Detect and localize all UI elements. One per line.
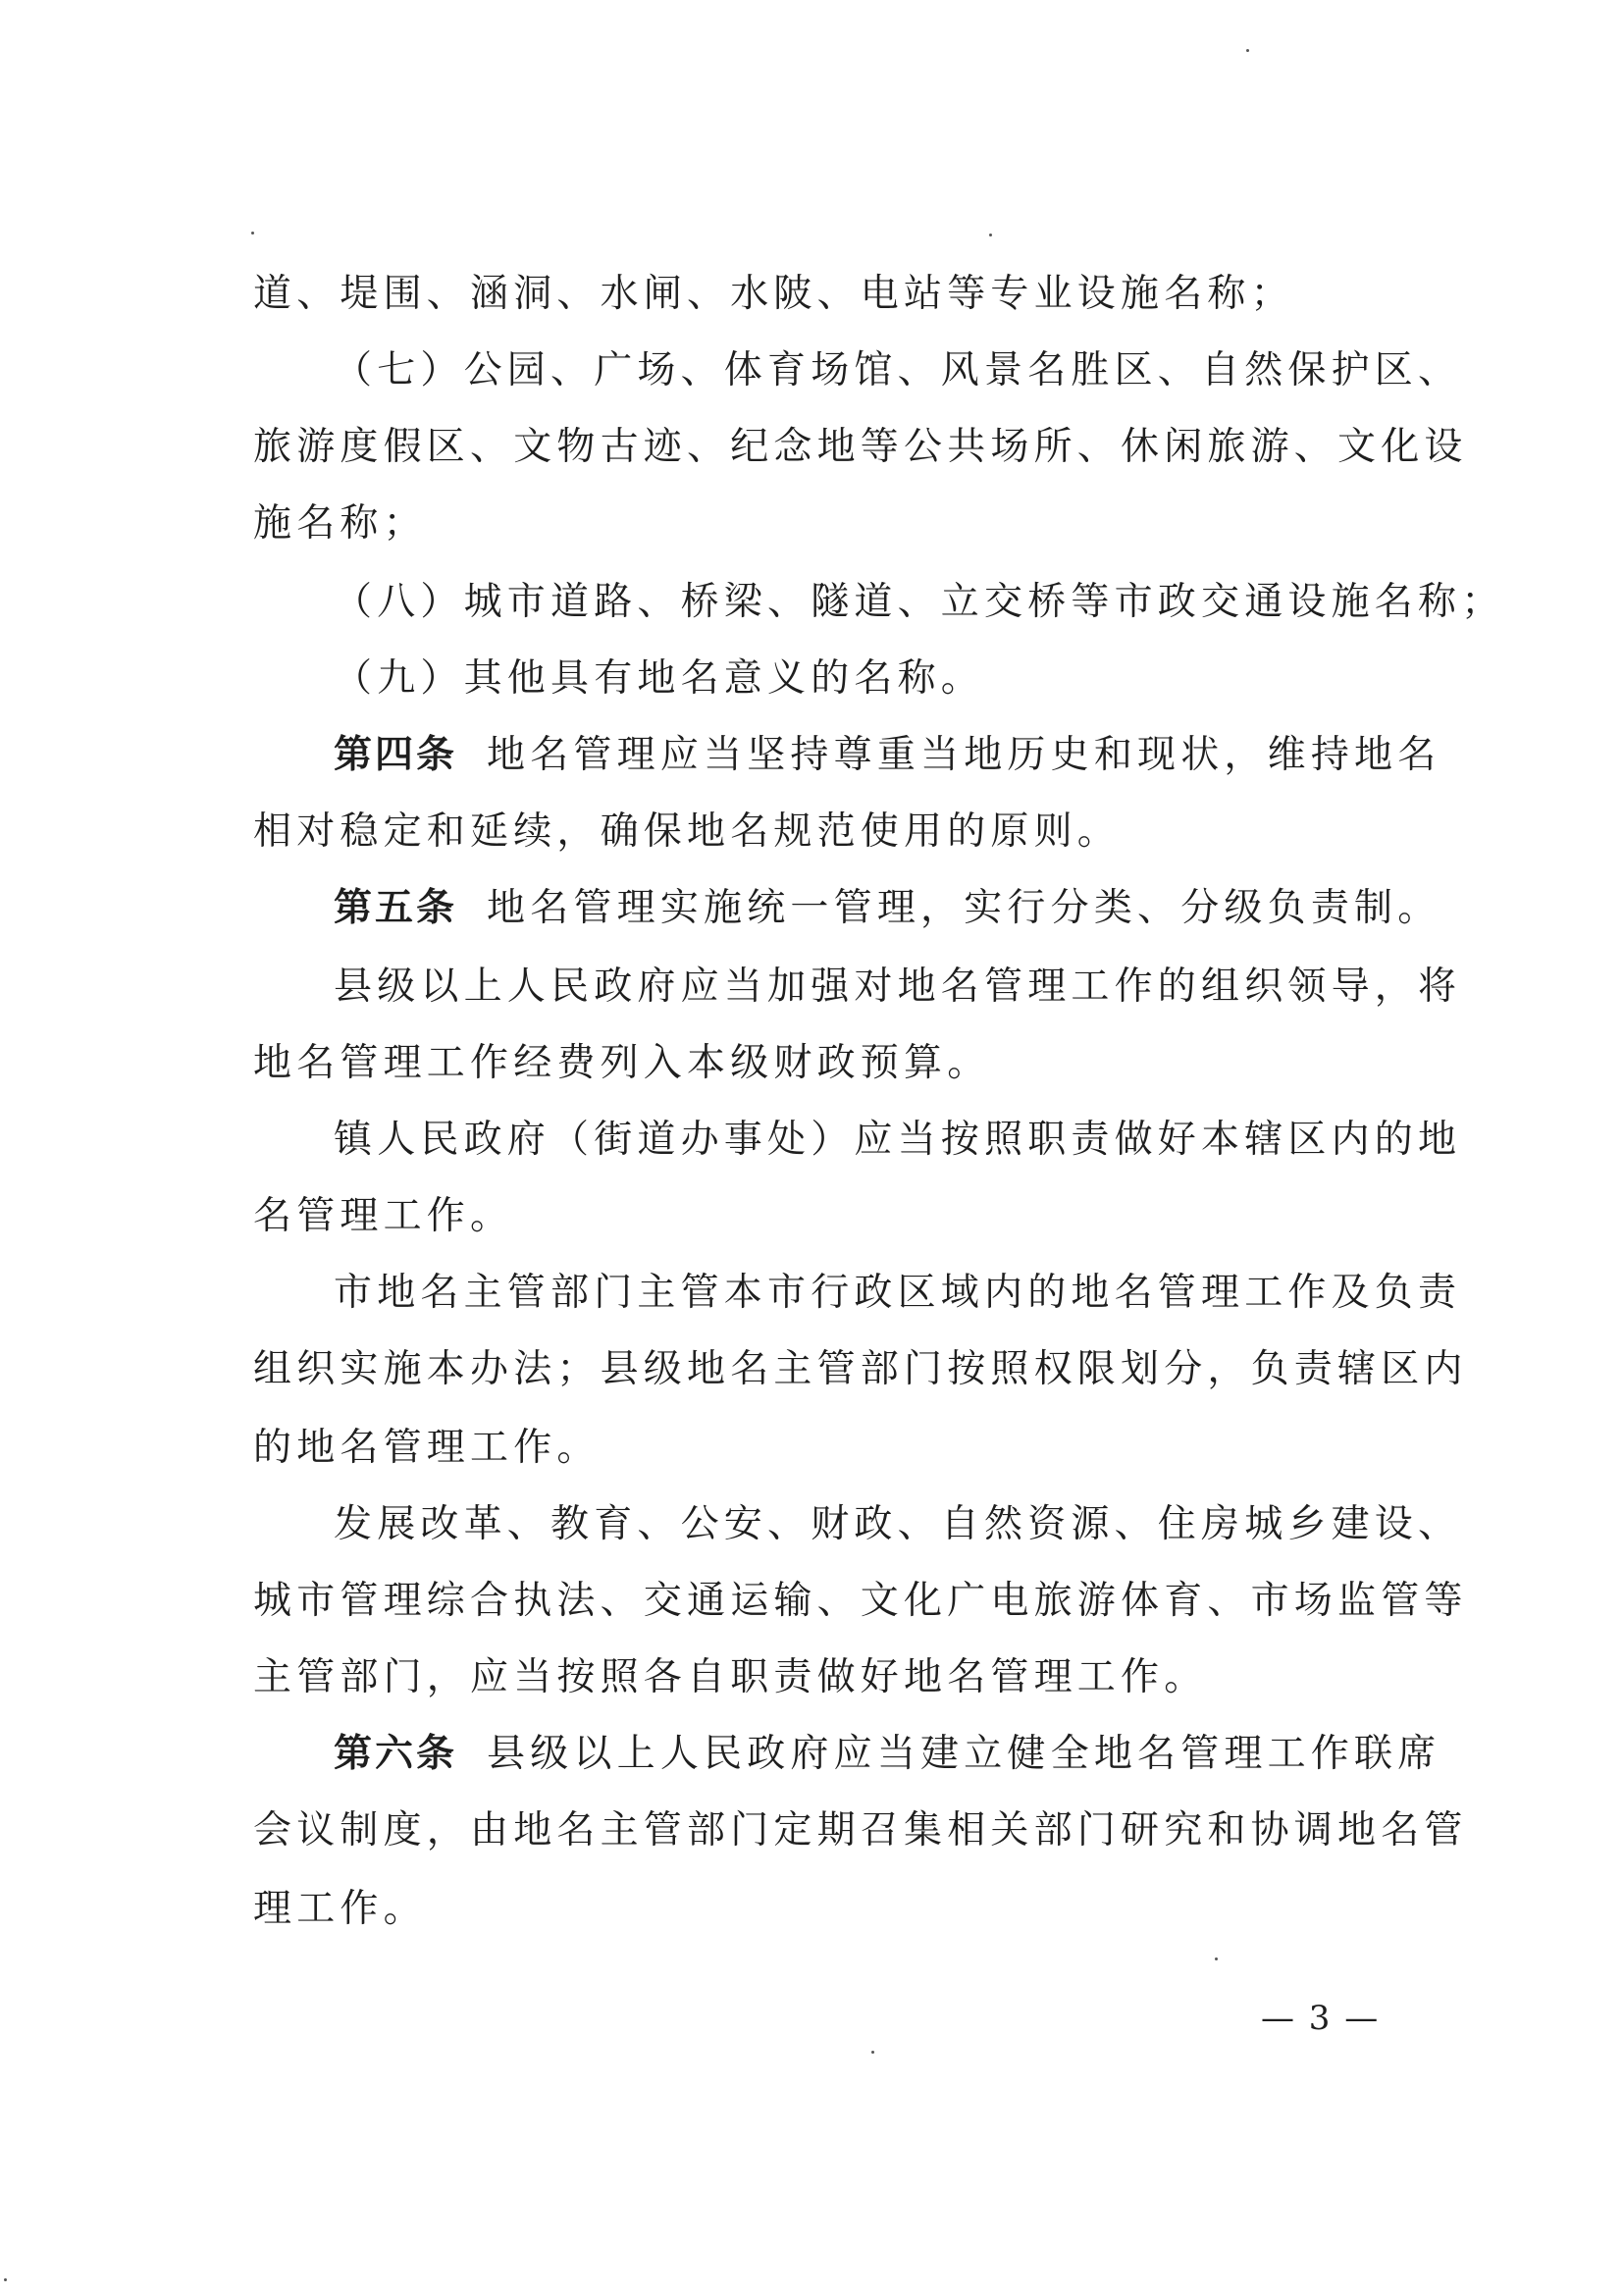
text-line: 地名管理工作经费列入本级财政预算。 xyxy=(253,1041,991,1085)
text-line: 发展改革、教育、公安、财政、自然资源、住房城乡建设、 xyxy=(334,1502,1462,1546)
article-6-paragraph xyxy=(334,1729,1440,1780)
scan-speck xyxy=(251,232,254,235)
text-line: 施名称； xyxy=(253,501,427,546)
article-4-paragraph xyxy=(334,730,1440,781)
article-6-title: 第六条 xyxy=(334,1732,458,1776)
article-6-text: 县级以上人民政府应当建立健全地名管理工作联席 xyxy=(487,1732,1441,1776)
text-line: 城市管理综合执法、交通运输、文化广电旅游体育、市场监管等 xyxy=(253,1579,1468,1623)
text-line: 市地名主管部门主管本市行政区域内的地名管理工作及负责 xyxy=(334,1271,1462,1315)
list-item-7: （七）公园、广场、体育场馆、风景名胜区、自然保护区、 xyxy=(334,348,1462,392)
scan-speck xyxy=(1215,1957,1218,1960)
article-5-text: 地名管理实施统一管理，实行分类、分级负责制。 xyxy=(487,886,1441,930)
article-4-text: 地名管理应当坚持尊重当地历史和现状，维持地名 xyxy=(487,733,1441,777)
text-line: 相对稳定和延续，确保地名规范使用的原则。 xyxy=(253,809,1122,854)
page-number: — 3 — xyxy=(1261,1999,1381,2038)
article-5-paragraph xyxy=(334,883,1440,934)
text-line: 名管理工作。 xyxy=(253,1194,514,1238)
scan-speck xyxy=(989,234,992,236)
text-line: 旅游度假区、文物古迹、纪念地等公共场所、休闲旅游、文化设 xyxy=(253,425,1468,469)
text-line: 会议制度，由地名主管部门定期召集相关部门研究和协调地名管 xyxy=(253,1808,1468,1852)
text-line: 组织实施本办法；县级地名主管部门按照权限划分，负责辖区内 xyxy=(253,1347,1468,1391)
scan-speck xyxy=(871,2051,874,2054)
article-4-title: 第四条 xyxy=(334,733,458,777)
text-line: 镇人民政府（街道办事处）应当按照职责做好本辖区内的地 xyxy=(334,1118,1462,1162)
list-item-9: （九）其他具有地名意义的名称。 xyxy=(334,656,985,701)
article-5-title: 第五条 xyxy=(334,886,458,930)
list-item-8: （八）城市道路、桥梁、隧道、立交桥等市政交通设施名称； xyxy=(334,580,1505,624)
text-line: 理工作。 xyxy=(253,1887,427,1931)
text-line: 主管部门，应当按照各自职责做好地名管理工作。 xyxy=(253,1655,1208,1699)
text-line: 的地名管理工作。 xyxy=(253,1426,601,1470)
text-line: 道、堤围、涵洞、水闸、水陂、电站等专业设施名称； xyxy=(253,272,1294,316)
scan-speck xyxy=(4,2278,7,2281)
scan-speck xyxy=(1246,49,1249,52)
text-line: 县级以上人民政府应当加强对地名管理工作的组织领导，将 xyxy=(334,965,1462,1009)
